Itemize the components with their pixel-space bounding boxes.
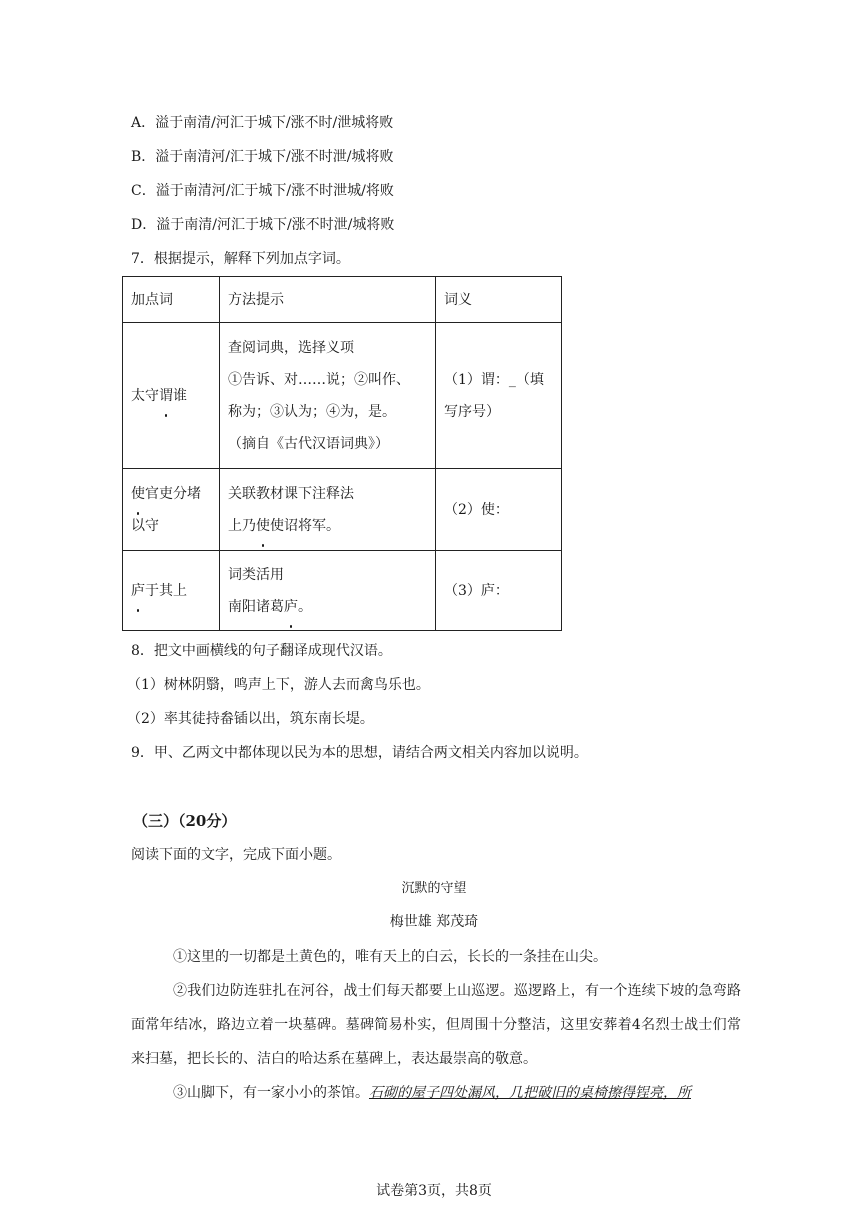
row2-word: 使官吏分堵 以守 xyxy=(123,469,220,551)
dotted-char: 使 xyxy=(131,478,145,510)
paragraph-2: ②我们边防连驻扎在河谷，战士们每天都要上山巡逻。巡逻路上，有一个连续下坡的急弯路面常年结冰，路边立着一块墓碑。墓碑简易朴实，但周围十分整洁，这里安葬着4名烈士战士们常来扫墓，把长长的、洁白的哈达系在墓碑上，表达最崇高的敬意。 xyxy=(131,983,741,1067)
option-a: A．溢于南清/河汇于城下/涨不时/泄城将败 xyxy=(131,115,394,131)
article-authors: 梅世雄 郑茂琦 xyxy=(389,914,479,930)
table-row xyxy=(123,551,562,631)
header-meaning: 词义 xyxy=(436,277,562,323)
vocabulary-table xyxy=(122,276,562,631)
row1-hint: 查阅词典，选择义项 ①告诉、对……说；②叫作、 称为；③认为；④为，是。 （摘自《古代汉语词典》） xyxy=(220,323,436,469)
article-title: 沉默的守望 xyxy=(401,881,467,896)
dotted-char: 使 xyxy=(256,510,270,542)
section-title: （三）（20分） xyxy=(133,812,237,830)
row3-hint: 词类活用 南阳诸葛庐。 xyxy=(220,551,436,631)
paragraph-1: ①这里的一切都是土黄色的，唯有天上的白云，长长的一条挂在山尖。 xyxy=(173,949,607,965)
dotted-char: 谓 xyxy=(159,380,173,412)
row3-meaning: （3）庐： xyxy=(436,551,562,631)
row1-word: 太守谓谁 xyxy=(123,323,220,469)
table-header-row xyxy=(123,277,562,323)
paragraph-3: ③山脚下，有一家小小的茶馆。石砌的屋子四处漏风，几把破旧的桌椅擦得锃亮，所 xyxy=(173,1085,691,1101)
question-8-sentence-2: （2）率其徒持畚锸以出，筑东南长堤。 xyxy=(127,711,374,727)
row1-meaning: （1）谓：_（填 写序号） xyxy=(436,323,562,469)
option-b: B．溢于南清河/汇于城下/涨不时泄/城将败 xyxy=(131,149,394,165)
row2-meaning: （2）使： xyxy=(436,469,562,551)
table-row xyxy=(123,323,562,469)
dotted-char: 庐 xyxy=(284,591,298,623)
question-7-stem: 7．根据提示，解释下列加点字词。 xyxy=(131,251,350,267)
question-8-stem: 8．把文中画横线的句子翻译成现代汉语。 xyxy=(131,643,392,659)
row2-hint: 关联教材课下注释法 上乃使使诏将军。 xyxy=(220,469,436,551)
question-8-sentence-1: （1）树林阴翳，鸣声上下，游人去而禽鸟乐也。 xyxy=(127,677,430,693)
page-footer: 试卷第3页，共8页 xyxy=(376,1183,492,1199)
header-hint: 方法提示 xyxy=(220,277,436,323)
header-word: 加点词 xyxy=(123,277,220,323)
option-d: D．溢于南清/河汇于城下/涨不时泄/城将败 xyxy=(131,217,395,233)
dotted-char: 庐 xyxy=(131,575,145,607)
question-9-stem: 9．甲、乙两文中都体现以民为本的思想，请结合两文相关内容加以说明。 xyxy=(131,745,588,761)
option-c: C．溢于南清河/汇于城下/涨不时泄城/将败 xyxy=(131,183,394,199)
section-instruction: 阅读下面的文字，完成下面小题。 xyxy=(131,847,341,863)
underlined-sentence: 石砌的屋子四处漏风，几把破旧的桌椅擦得锃亮，所 xyxy=(369,1085,691,1101)
row3-word: 庐于其上 xyxy=(123,551,220,631)
table-row xyxy=(123,469,562,551)
